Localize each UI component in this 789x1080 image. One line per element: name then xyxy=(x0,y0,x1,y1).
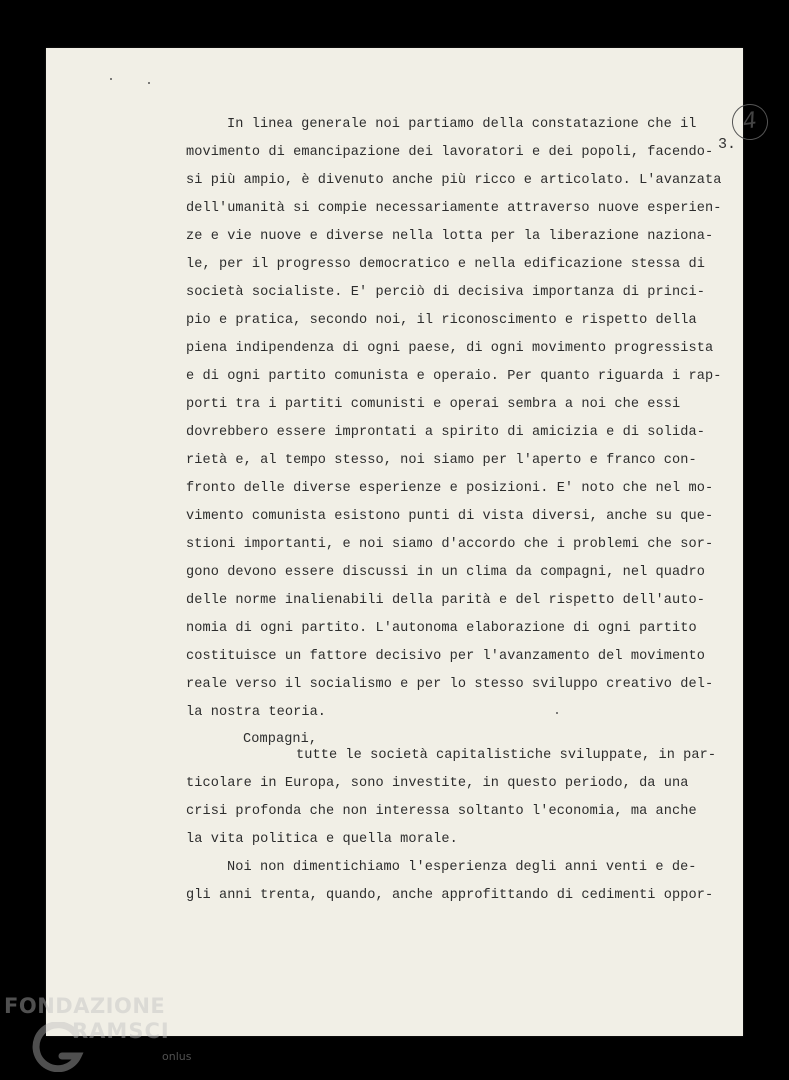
text-line: porti tra i partiti comunisti e operai sembra a noi che essi xyxy=(186,397,681,412)
text-line: vimento comunista esistono punti di vista diversi, anche su que- xyxy=(186,509,714,524)
paper-speck xyxy=(110,78,112,80)
page-number: 3. xyxy=(718,136,737,153)
text-line: piena indipendenza di ogni paese, di ogni movimento progressista xyxy=(186,341,714,356)
text-line: la nostra teoria. xyxy=(186,705,327,720)
text-line: la vita politica e quella morale. xyxy=(186,832,458,847)
text-line: società socialiste. E' perciò di decisiva importanza di princi- xyxy=(186,285,705,300)
paper-speck xyxy=(148,82,150,84)
text-line: ticolare in Europa, sono investite, in questo periodo, da una xyxy=(186,776,689,791)
text-line: reale verso il socialismo e per lo stesso sviluppo creativo del- xyxy=(186,677,714,692)
text-line: e di ogni partito comunista e operaio. Per quanto riguarda i rap- xyxy=(186,369,722,384)
text-line: In linea generale noi partiamo della constatazione che il xyxy=(227,117,697,132)
text-line: si più ampio, è divenuto anche più ricco e articolato. L'avanzata xyxy=(186,173,722,188)
fondazione-gramsci-logo xyxy=(4,992,214,1080)
logo-line-1: FONDAZIONE xyxy=(4,994,166,1018)
text-line: dovrebbero essere improntati a spirito di amicizia e di solida- xyxy=(186,425,705,440)
text-line: le, per il progresso democratico e nella edificazione stessa di xyxy=(186,257,705,272)
paper-speck xyxy=(556,712,558,714)
text-line: nomia di ogni partito. L'autonoma elaborazione di ogni partito xyxy=(186,621,697,636)
text-line: Noi non dimentichiamo l'esperienza degli anni venti e de- xyxy=(227,860,697,875)
text-line: fronto delle diverse esperienze e posizioni. E' noto che nel mo- xyxy=(186,481,714,496)
text-line: ze e vie nuove e diverse nella lotta per la liberazione naziona- xyxy=(186,229,714,244)
text-line: delle norme inalienabili della parità e del rispetto dell'auto- xyxy=(186,593,705,608)
text-line: pio e pratica, secondo noi, il riconoscimento e rispetto della xyxy=(186,313,697,328)
text-line: stioni importanti, e noi siamo d'accordo che i problemi che sor- xyxy=(186,537,714,552)
text-line: tutte le società capitalistiche sviluppate, in par- xyxy=(296,748,717,763)
text-line: crisi profonda che non interessa soltanto l'economia, ma anche xyxy=(186,804,697,819)
salutation-line: Compagni, xyxy=(243,732,318,747)
document-page xyxy=(46,48,759,1036)
text-line: gono devono essere discussi in un clima da compagni, nel quadro xyxy=(186,565,705,580)
text-line: movimento di emancipazione dei lavoratori e dei popoli, facendo- xyxy=(186,145,714,160)
text-line: dell'umanità si compie necessariamente attraverso nuove esperien- xyxy=(186,201,722,216)
logo-line-2: RAMSCI xyxy=(72,1019,170,1043)
text-line: costituisce un fattore decisivo per l'avanzamento del movimento xyxy=(186,649,705,664)
text-line: gli anni trenta, quando, anche approfittando di cedimenti oppor- xyxy=(186,888,714,903)
logo-suffix: onlus xyxy=(162,1050,192,1063)
text-line: rietà e, al tempo stesso, noi siamo per l'aperto e franco con- xyxy=(186,453,697,468)
archive-number-circle: 4 xyxy=(730,102,771,143)
